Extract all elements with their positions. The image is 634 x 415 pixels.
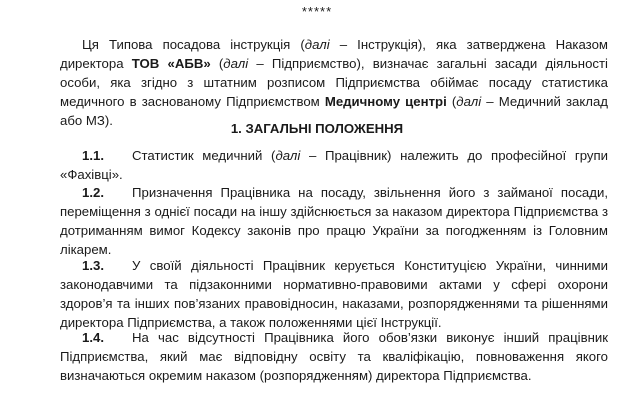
clause-1-4 <box>60 328 608 385</box>
intro-company: ТОВ «АБВ» <box>131 56 211 71</box>
intro-paragraph <box>60 35 608 130</box>
intro-dali-2: далі <box>223 56 249 71</box>
clause-dali: далі <box>275 148 301 163</box>
clause-text: На час відсутності Працівника його обов’язки виконує інший працівник Підприємства, який має відповідну освіту та кваліфікацію, повноваження якого визначаються окремим наказом (розпорядженням) директора Підприємства. <box>60 330 608 383</box>
clause-1-3 <box>60 256 608 332</box>
intro-text-5: ( <box>446 94 457 109</box>
intro-text-1: Ця Типова посадова інструкція ( <box>82 37 305 52</box>
intro-text-2: – Інструкція), яка затверджена Наказом директора <box>60 37 608 71</box>
clause-text-cont: – Працівник) належить до професійної групи «Фахівці». <box>60 148 608 182</box>
intro-dali-1: далі <box>304 37 330 52</box>
clause-number: 1.4. <box>82 330 104 345</box>
clause-1-1 <box>60 146 608 184</box>
clause-text: Статистик медичний ( <box>132 148 276 163</box>
intro-text-6: – Медичний заклад або МЗ). <box>60 94 608 128</box>
clause-number: 1.2. <box>82 185 104 200</box>
separator-stars: ***** <box>301 4 333 19</box>
intro-center: Медичному центрі <box>324 94 447 109</box>
clause-number: 1.1. <box>82 148 104 163</box>
intro-text-3: ( <box>210 56 224 71</box>
intro-text-4: – Підприємство), визначає загальні засади діяльності особи, яка згідно з штатним розписом Підприємства обіймає посаду статистика медичного в заснованому Підприємством <box>60 56 608 109</box>
section-heading: 1. ЗАГАЛЬНІ ПОЛОЖЕННЯ <box>230 121 404 136</box>
clause-text: У своїй діяльності Працівник керується Конституцією України, чинними законодавчими та підзаконними нормативно-правовими актами у сфері охорони здоров’я та інших пов’язаних правовідносин, наказами, розпорядженнями та рішеннями директора Підприємства, а також положеннями цієї Інструкції. <box>60 258 608 330</box>
clause-number: 1.3. <box>82 258 104 273</box>
clause-text: Призначення Працівника на посаду, звільнення його з займаної посади, переміщення з однієї посади на іншу здійснюється за наказом директора Підприємства з дотриманням вимог Кодексу законів про працю України за погодженням із Головним лікарем. <box>60 185 608 257</box>
intro-dali-3: далі <box>456 94 482 109</box>
clause-1-2 <box>60 183 608 259</box>
